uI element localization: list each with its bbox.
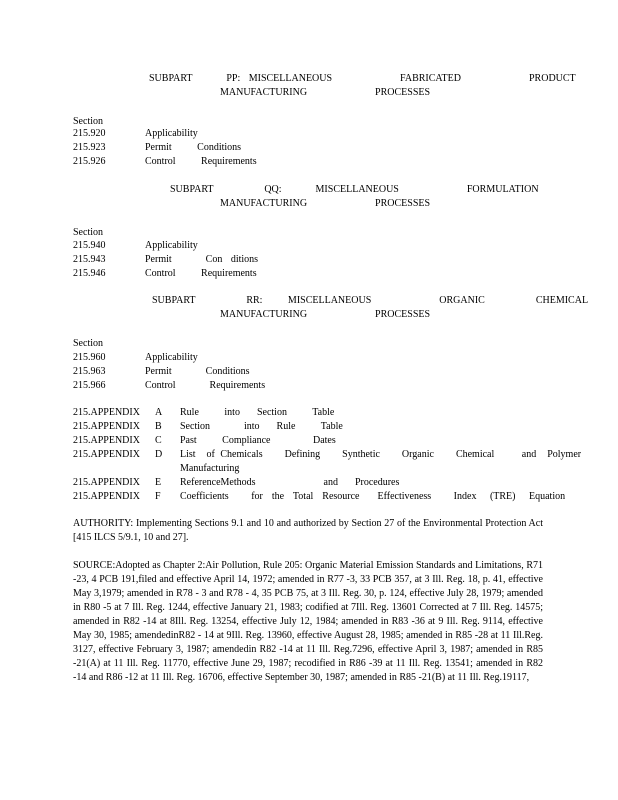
section-label: Section (73, 116, 103, 127)
section-title: Control Requirements (145, 268, 257, 279)
section-title: Permit Conditions (145, 366, 250, 377)
subpart-pp-heading: SUBPART PP: MISCELLANEOUS FABRICATED PRODUCT (149, 73, 576, 84)
appendix-number: 215.APPENDIX (73, 477, 140, 488)
appendix-letter: A (155, 407, 163, 418)
section-title: Control Requirements (145, 156, 257, 167)
subpart-pp-heading-line2: MANUFACTURING PROCESSES (220, 87, 431, 98)
appendix-title: Past Compliance Dates (180, 435, 336, 446)
appendix-title: ReferenceMethods and Procedures (180, 477, 400, 488)
appendix-title: List of Chemicals Defining Synthetic Organic Chemical and Polymer (180, 449, 582, 460)
section-number: 215.966 (73, 380, 106, 391)
section-number: 215.940 (73, 240, 106, 251)
section-title: Control Requirements (145, 380, 266, 391)
section-number: 215.923 (73, 142, 106, 153)
section-number: 215.943 (73, 254, 106, 265)
section-label: Section (73, 227, 103, 238)
appendix-title: Coefficients for the Total Resource Effectiveness Index (TRE) Equation (180, 491, 566, 502)
appendix-letter: C (155, 435, 162, 446)
subpart-rr-heading: SUBPART RR: MISCELLANEOUS ORGANIC CHEMICAL (152, 295, 589, 306)
appendix-number: 215.APPENDIX (73, 435, 140, 446)
subpart-qq-heading: SUBPART QQ: MISCELLANEOUS FORMULATION (170, 184, 539, 195)
appendix-letter: E (155, 477, 162, 488)
source-paragraph: SOURCE:Adopted as Chapter 2:Air Pollution, Rule 205: Organic Material Emission Standards and Limitations, R71 -23, 4 PCB 191,filed and effective April 14, 1972; amended in R77 -3, 33 PCB 357, at 3 Ill. Reg. 18, p. 41, effective May 3,1979; amended in R78 - 3 and R78 - 4, 35 PCB 75, at 3 Ill. Reg. 30, p. 124, effective July 28, 1979; amended in R80 -5 at 7 Ill. Reg. 1244, effective January 21, 1983; codified at 7Ill. Reg. 13601 Corrected at 7 Ill. Reg. 14575; amended in R82 -14 at 8Ill. Reg. 13254, effective July 12, 1984; amended in R83 -36 at 9 Ill. Reg. 9114, effective May 30, 1985; amendedinR82 - 14 at 9Ill. Reg. 13960, effective August 28, 1985; amended in R85 -28 at 11 Ill.Reg. 3127, effective February 3, 1987; amendedin R82 -14 at 11 Ill. Reg.7296, effective April 3, 1987; amended in R85 -21(A) at 11 Ill. Reg. 11770, effective June 29, 1987; recodified in R86 -39 at 11 Ill. Reg. 13541; amended in R82 -14 and R86 -12 at 11 Ill. Reg. 16706, effective September 30, 1987; amended in R85 -21(B) at 11 Ill. Reg.19117, (73, 560, 543, 683)
section-title: Applicability (145, 128, 198, 139)
subpart-qq-heading-line2: MANUFACTURING PROCESSES (220, 198, 431, 209)
subpart-rr-heading-line2: MANUFACTURING PROCESSES (220, 309, 431, 320)
appendix-title: Rule into Section Table (180, 407, 335, 418)
appendix-letter: D (155, 449, 163, 460)
section-title: Applicability (145, 352, 198, 363)
authority-paragraph: AUTHORITY: Implementing Sections 9.1 and 10 and authorized by Section 27 of the Environmental Protection Act [415 ILCS 5/9.1, 10 and 27]. (73, 518, 543, 543)
appendix-letter: B (155, 421, 162, 432)
appendix-number: 215.APPENDIX (73, 491, 140, 502)
section-number: 215.960 (73, 352, 106, 363)
appendix-number: 215.APPENDIX (73, 449, 140, 460)
section-title: Permit Conditions (145, 142, 242, 153)
section-number: 215.920 (73, 128, 106, 139)
appendix-title-continued: Manufacturing (180, 463, 240, 474)
appendix-title: Section into Rule Table (180, 421, 343, 432)
section-number: 215.926 (73, 156, 106, 167)
section-title: Applicability (145, 240, 198, 251)
section-number: 215.946 (73, 268, 106, 279)
appendix-number: 215.APPENDIX (73, 421, 140, 432)
appendix-letter: F (155, 491, 161, 502)
section-number: 215.963 (73, 366, 106, 377)
appendix-number: 215.APPENDIX (73, 407, 140, 418)
section-title: Permit Con ditions (145, 254, 259, 265)
section-label: Section (73, 338, 103, 349)
